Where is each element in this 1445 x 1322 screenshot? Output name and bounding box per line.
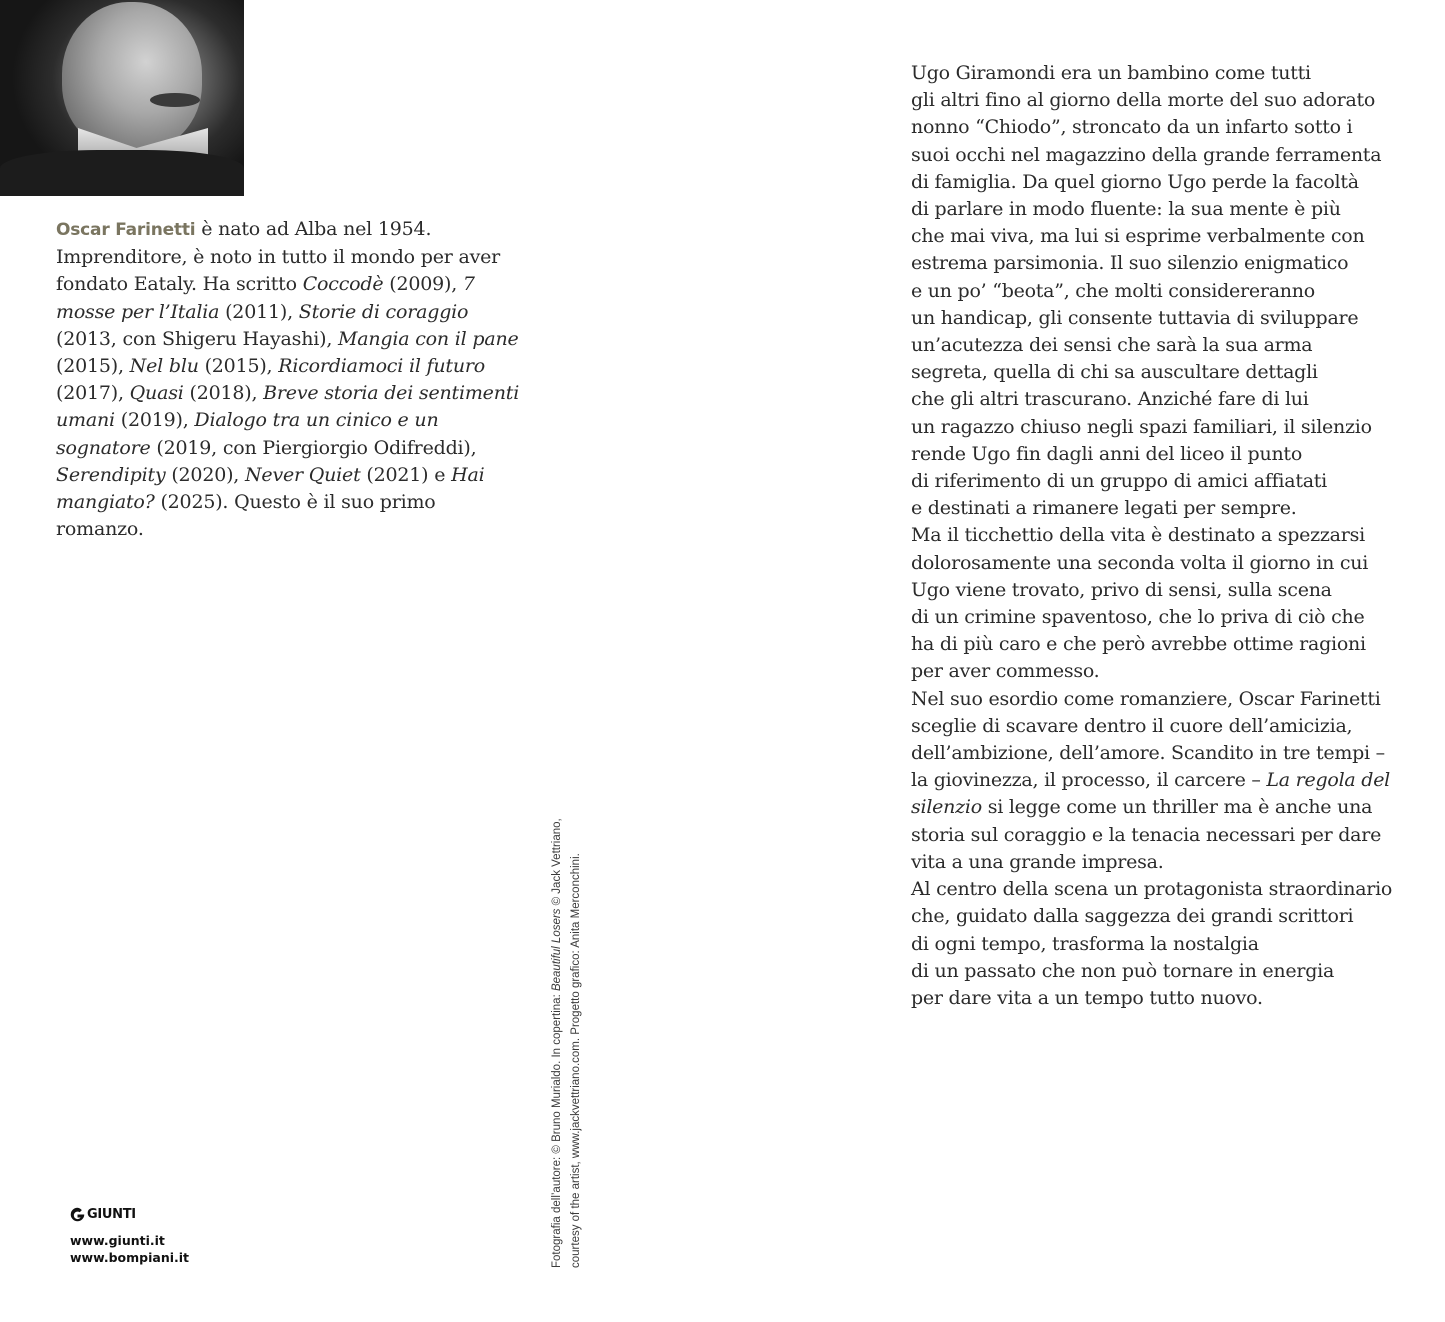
book-title: Hai mangiato? [56,463,485,514]
blurb-line: dell’ambizione, dell’amore. Scandito in tre tempi – [911,742,1385,765]
logo-text: GIUNTI [87,1207,136,1222]
giunti-g-icon [70,1207,85,1222]
blurb-line: di un passato che non può tornare in energia [911,959,1335,982]
bio-text [56,218,519,540]
giunti-logo [70,1207,189,1222]
photo-mustache [150,93,200,107]
blurb-line: Nel suo esordio come romanziere, Oscar Farinetti [911,687,1381,710]
blurb-line: Ugo viene trovato, privo di sensi, sulla scena [911,578,1332,601]
blurb-line: segreta, quella di chi sa auscultare dettagli [911,361,1318,384]
blurb-line: la giovinezza, il processo, il carcere – La regola del [911,769,1391,792]
book-title: Nel blu [129,355,199,378]
book-title: Mangia con il pane [338,327,519,350]
blurb-line: Al centro della scena un protagonista straordinario [911,878,1393,901]
blurb-line: un’acutezza dei sensi che sarà la sua arma [911,334,1313,357]
book-title: Never Quiet [244,463,361,486]
bio-text-run: (2021) e [360,463,452,486]
photo-head [62,2,202,152]
book-title: Storie di coraggio [298,300,469,323]
blurb-line: di riferimento di un gruppo di amici affiatati [911,470,1327,493]
book-title: Coccodè [302,273,384,296]
blurb-line: per dare vita a un tempo tutto nuovo. [911,986,1263,1009]
book-title: La regola del [1266,769,1391,792]
book-title: Quasi [129,382,184,405]
blurb-line: di ogni tempo, trasforma la nostalgia [911,932,1259,955]
blurb-line: nonno “Chiodo”, stroncato da un infarto sotto i [911,116,1353,139]
book-title: Serendipity [56,463,166,486]
blurb-line: di un crimine spaventoso, che lo priva di ciò che [911,606,1365,629]
book-title: Breve storia dei sentimenti umani [56,382,520,432]
bio-text-run: (2009), [383,273,463,296]
blurb-line: di famiglia. Da quel giorno Ugo perde la facoltà [911,170,1359,193]
blurb-line: un ragazzo chiuso negli spazi familiari, il silenzio [911,415,1372,438]
bio-text-run: (2018), [183,382,264,405]
blurb-line: per aver commesso. [911,660,1100,683]
giunti-link[interactable]: www.giunti.it [70,1233,165,1248]
credits-row-1: Fotografia dell’autore: © Bruno Murialdo. In copertina: Beautiful Losers © Jack Vettriano, [551,818,563,1268]
book-title: Dialogo tra un cinico e un sognatore [56,409,439,459]
blurb-line: silenzio si legge come un thriller ma è anche una [911,796,1373,819]
bio-text-run: (2013, con Shigeru Hayashi), [56,327,339,350]
bio-text-run: (2015), [56,355,130,378]
blurb-line: suoi occhi nel magazzino della grande ferramenta [911,143,1382,166]
blurb-line: gli altri fino al giorno della morte del suo adorato [911,89,1376,112]
book-title: 7 mosse per l’Italia [56,273,475,323]
book-title: Ricordiamoci il futuro [278,355,486,378]
photo-sweater [0,150,244,196]
blurb-line: e destinati a rimanere legati per sempre. [911,497,1297,520]
publisher-block [70,1207,189,1266]
author-name: Oscar Farinetti [56,220,196,240]
blurb-line: storia sul coraggio e la tenacia necessari per dare [911,823,1382,846]
blurb-line: che gli altri trascurano. Anziché fare di lui [911,388,1309,411]
blurb-line: rende Ugo fin dagli anni del liceo il punto [911,442,1303,465]
image-credits [548,668,586,1268]
bio-text-run: (2017), [56,382,130,405]
blurb-line: vita a una grande impresa. [911,850,1164,873]
bio-text-run: (2025). Questo è il suo primo romanzo. [56,491,436,541]
blurb-line: un handicap, gli consente tuttavia di sviluppare [911,306,1359,329]
bio-text-run: (2019), [114,409,195,432]
blurb-line: e un po’ “beota”, che molti considereranno [911,279,1315,302]
book-title: silenzio [911,796,982,819]
author-photo [0,0,244,196]
bio-text-run: (2011), [219,300,299,323]
blurb-line: sceglie di scavare dentro il cuore dell’amicizia, [911,714,1353,737]
blurb-line: Ma il ticchettio della vita è destinato a spezzarsi [911,524,1365,547]
blurb-line: Ugo Giramondi era un bambino come tutti [911,62,1311,84]
bio-text-run: (2015), [198,355,279,378]
bio-text-run: (2020), [165,463,245,486]
blurb-line: che mai viva, ma lui si esprime verbalmente con [911,225,1365,248]
author-bio [56,216,526,543]
blurb-line: che, guidato dalla saggezza dei grandi scrittori [911,905,1354,928]
bio-text-run: (2019, con Piergiorgio Odifreddi), [150,436,477,459]
blurb-line: estrema parsimonia. Il suo silenzio enigmatico [911,252,1349,275]
credits-row-2: courtesy of the artist, www.jackvettriano.com. Progetto grafico: Anita Merconchini. [570,853,582,1268]
bio-text-run: è nato ad Alba nel 1954. Imprenditore, è noto in tutto il mondo per aver fondato Eataly. Ha scritto [56,218,501,296]
blurb-line: dolorosamente una seconda volta il giorno in cui [911,551,1369,574]
blurb-line: di parlare in modo fluente: la sua mente è più [911,198,1341,221]
bompiani-link[interactable]: www.bompiani.it [70,1250,190,1265]
blurb-line: ha di più caro e che però avrebbe ottime ragioni [911,633,1366,656]
book-blurb [911,60,1411,1012]
